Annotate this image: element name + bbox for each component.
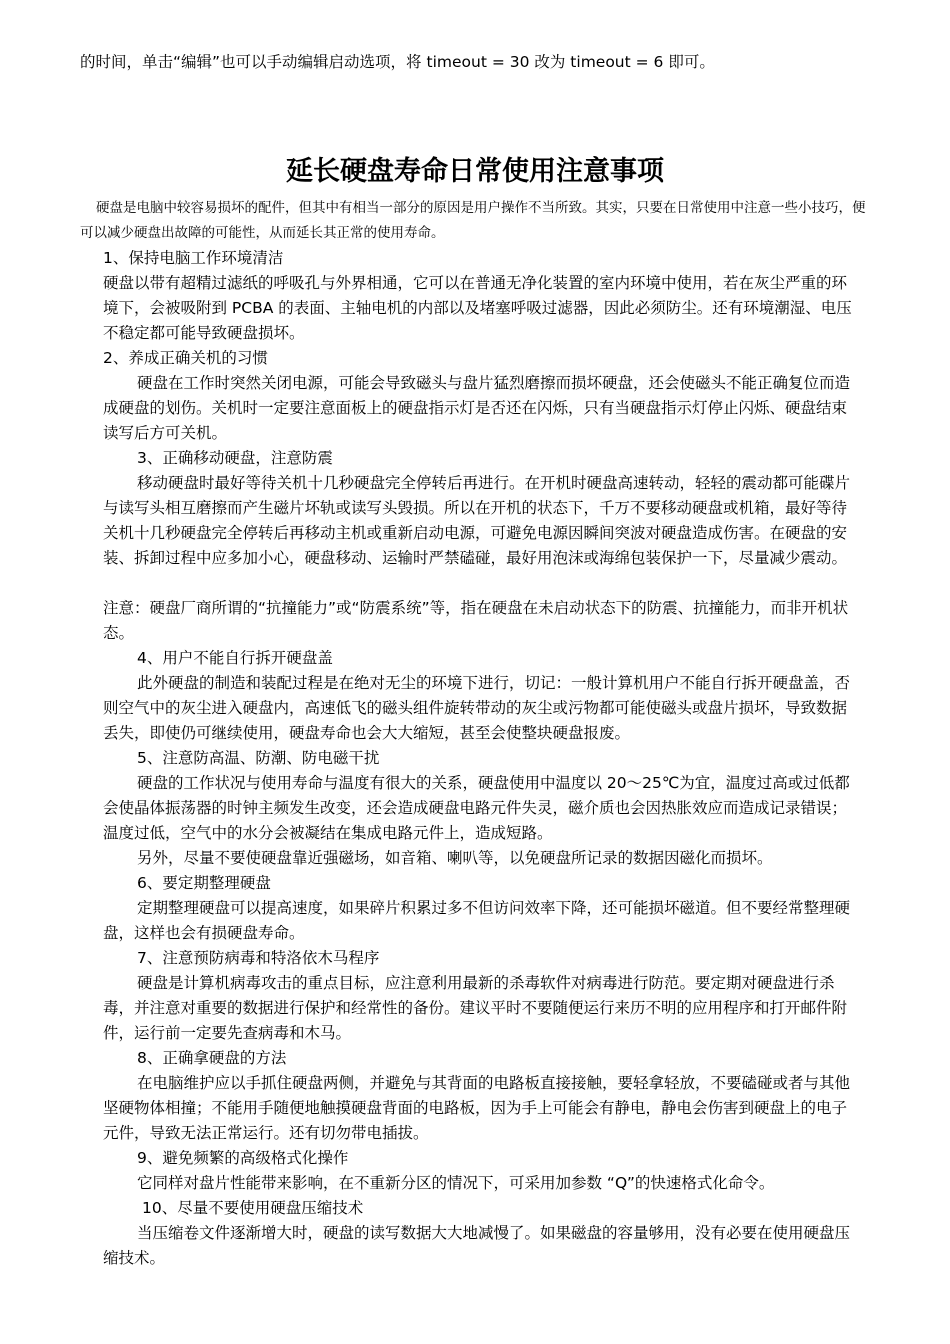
section-6-heading: 6、要定期整理硬盘	[137, 874, 271, 892]
section-7-body: 硬盘是计算机病毒攻击的重点目标，应注意利用最新的杀毒软件对病毒进行防范。要定期对硬盘进行杀毒，并注意对重要的数据进行保护和经常性的备份。建议平时不要随便运行来历不明的应用程序和打开邮件附件，运行前一定要先查病毒和木马。	[103, 974, 848, 1042]
section-8-body: 在电脑维护应以手抓住硬盘两侧，并避免与其背面的电路板直接接触，要轻拿轻放，不要磕碰或者与其他坚硬物体相撞；不能用手随便地触摸硬盘背面的电路板，因为手上可能会有静电，静电会伤害到硬盘上的电子元件，导致无法正常运行。还有切勿带电插拔。	[103, 1074, 851, 1142]
section-9-heading: 9、避免频繁的高级格式化操作	[137, 1149, 349, 1167]
section-9-body: 它同样对盘片性能带来影响，在不重新分区的情况下，可采用加参数 “Q”的快速格式化命令。	[137, 1174, 775, 1192]
section-6-body: 定期整理硬盘可以提高速度，如果碎片积累过多不但访问效率下降，还可能损坏磁道。但不要经常整理硬盘，这样也会有损硬盘寿命。	[103, 899, 851, 942]
section-2-heading: 2、养成正确关机的习惯	[103, 349, 268, 367]
section-3-body: 移动硬盘时最好等待关机十几秒硬盘完全停转后再进行。在开机时硬盘高速转动，轻轻的震动都可能碟片与读写头相互磨擦而产生磁片坏轨或读写头毁损。所以在开机的状态下，千万不要移动硬盘或机箱，最好等待关机十几秒硬盘完全停转后再移动主机或重新启动电源，可避免电源因瞬间突波对硬盘造成伤害。在硬盘的安装、拆卸过程中应多加小心，硬盘移动、运输时严禁磕碰，最好用泡沫或海绵包装保护一下，尽量减少震动。	[103, 474, 851, 567]
intro-paragraph	[80, 196, 866, 246]
section-1-heading: 1、保持电脑工作环境清洁	[103, 249, 284, 267]
page-title: 延长硬盘寿命日常使用注意事项	[286, 156, 664, 187]
section-3-heading: 3、正确移动硬盘，注意防震	[137, 449, 333, 467]
section-1-body: 硬盘以带有超精过滤纸的呼吸孔与外界相通，它可以在普通无净化装置的室内环境中使用，若在灰尘严重的环境下，会被吸附到 PCBA 的表面、主轴电机的内部以及堵塞呼吸过滤器，因此必须防尘。还有环境潮湿、电压不稳定都可能导致硬盘损坏。	[103, 274, 852, 342]
section-5-heading: 5、注意防高温、防潮、防电磁干扰	[137, 749, 380, 767]
section-7-heading: 7、注意预防病毒和特洛依木马程序	[137, 949, 380, 967]
section-10-body: 当压缩卷文件逐渐增大时，硬盘的读写数据大大地减慢了。如果磁盘的容量够用，没有必要在使用硬盘压缩技术。	[103, 1224, 851, 1267]
section-5-body2: 另外，尽量不要使硬盘靠近强磁场，如音箱、喇叭等，以免硬盘所记录的数据因磁化而损坏。	[137, 849, 773, 867]
section-10-heading: 10、尽量不要使用硬盘压缩技术	[142, 1199, 364, 1217]
section-3-note: 注意：硬盘厂商所谓的“抗撞能力”或“防震系统”等，指在硬盘在未启动状态下的防震、抗撞能力，而非开机状态。	[103, 599, 849, 642]
section-2-body: 硬盘在工作时突然关闭电源，可能会导致磁头与盘片猛烈磨擦而损坏硬盘，还会使磁头不能正确复位而造成硬盘的划伤。关机时一定要注意面板上的硬盘指示灯是否还在闪烁，只有当硬盘指示灯停止闪烁、硬盘结束读写后方可关机。	[103, 374, 851, 442]
section-8-heading: 8、正确拿硬盘的方法	[137, 1049, 287, 1067]
section-4-heading: 4、用户不能自行拆开硬盘盖	[137, 649, 333, 667]
intro-text: 硬盘是电脑中较容易损坏的配件，但其中有相当一部分的原因是用户操作不当所致。其实，只要在日常使用中注意一些小技巧，便可以减少硬盘出故障的可能性，从而延长其正常的使用寿命。	[80, 200, 866, 241]
section-4-body: 此外硬盘的制造和装配过程是在绝对无尘的环境下进行，切记：一般计算机用户不能自行拆开硬盘盖，否则空气中的灰尘进入硬盘内，高速低飞的磁头组件旋转带动的灰尘或污物都可能使磁头或盘片损坏，导致数据丢失，即使仍可继续使用，硬盘寿命也会大大缩短，甚至会使整块硬盘报废。	[103, 674, 851, 742]
top-line: 的时间，单击“编辑”也可以手动编辑启动选项，将 timeout = 30 改为 timeout = 6 即可。	[80, 53, 715, 71]
section-5-body: 硬盘的工作状况与使用寿命与温度有很大的关系，硬盘使用中温度以 20～25℃为宜，温度过高或过低都会使晶体振荡器的时钟主频发生改变，还会造成硬盘电路元件失灵，磁介质也会因热胀效应而造成记录错误；温度过低，空气中的水分会被凝结在集成电路元件上，造成短路。	[103, 774, 850, 842]
